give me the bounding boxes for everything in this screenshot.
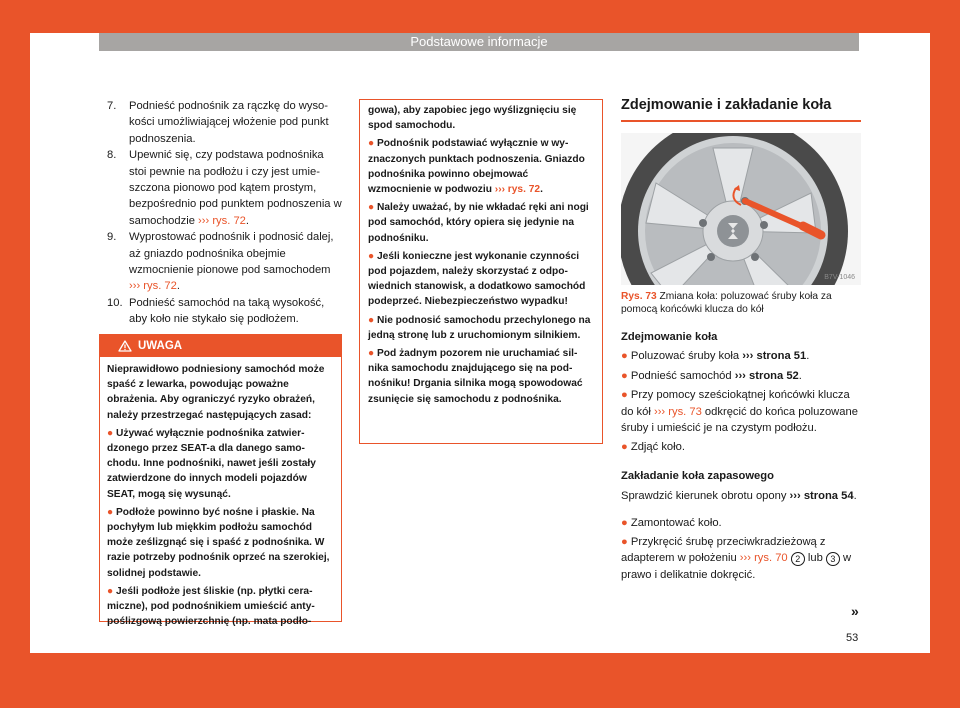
bullet-icon: ●	[107, 585, 114, 597]
continue-icon: »	[851, 603, 859, 619]
warning-header: UWAGA	[100, 335, 341, 357]
bullet-icon: ●	[621, 536, 628, 549]
wheel-figure	[621, 133, 861, 285]
remove-heading: Zdejmowanie koła	[621, 331, 718, 343]
warning-body: Nieprawidłowo podniesiony samochód może spaść z lewarka, powodując poważne obrażenia. Aby ograniczyć ryzyko obrażeń, należy przestrzegać następujących zasad: ● Używać wyłącznie podnośnika zatwierdzonego przez SEAT-a dla danego samochodu. Inne podnośniki, nawet jeśli zostały zatwierdzone do innych modeli pojazdów SEAT, mogą się wysunąć. ● Podłoże powinno być nośne i płaskie. Na pochyłym lub miękkim podłożu samochód może ześlizgnąć się i spaść z podnośnika. W razie potrzeby podnośnik oprzeć na szerokiej, solidnej podstawie. ● Jeśli podłoże jest śliskie (np. płytki ceramiczne), pod podnośnikiem umieścić antypoślizgową powierzchnię (np. mata podło-	[107, 364, 330, 628]
list-item: ● Poluzować śruby koła ››› strona 51.	[621, 350, 810, 363]
bullet-icon: ●	[368, 314, 375, 326]
page-link[interactable]: ››› strona 54	[789, 490, 854, 503]
list-item: ● Zdjąć koło.	[621, 441, 685, 454]
callout-3: 3	[826, 552, 840, 566]
page-link[interactable]: ››› strona 51	[742, 350, 807, 363]
bullet-icon: ●	[621, 369, 628, 382]
page-header: Podstawowe informacje	[99, 33, 859, 51]
list-item: ● Przykręcić śrubę przeciwkradzieżową z adapterem w położeniu ››› rys. 70 2 lub 3 w prawo i delikatnie dokręcić.	[621, 536, 852, 581]
bullet-icon: ●	[107, 506, 114, 518]
page-link[interactable]: ››› strona 52	[734, 369, 799, 382]
bullet-icon: ●	[368, 202, 375, 214]
warning-icon	[118, 340, 132, 352]
list-item: ● Przy pomocy sześciokątnej końcówki klucza do kół ››› rys. 73 odkręcić do końca poluzowane śruby i umieścić je na czystym podłożu.	[621, 389, 858, 435]
wheel-illustration	[621, 133, 861, 285]
section-header	[621, 97, 861, 122]
figure-link[interactable]: ››› rys. 72	[494, 184, 541, 196]
list-item: ● Podnieść samochód ››› strona 52.	[621, 369, 802, 382]
procedure-text: Zdejmowanie koła ● Poluzować śruby koła ››› strona 51. ● Podnieść samochód ››› strona 52. ● Przy pomocy sześciokątnej końcówki klucza do kół ››› rys. 73 odkręcić do końca poluzowane śruby i umieścić je na czystym podłożu. ● Zdjąć koło. Zakładanie koła zapasowego Sprawdzić kierunek obrotu opony ››› strona 54. ● Zamontować koło. ● Przykręcić śrubę przeciwkradzieżową z adapterem w położeniu ››› rys. 70 2 lub 3 w prawo i delikatnie dokręcić.	[621, 329, 861, 583]
bullet-icon: ●	[621, 441, 628, 454]
section-title: Zdejmowanie i zakładanie koła	[621, 97, 832, 113]
section-rule	[621, 120, 861, 122]
figure-link[interactable]: ››› rys. 73	[653, 405, 702, 418]
warning-box	[99, 334, 342, 628]
bullet-icon: ●	[368, 348, 375, 360]
bullet-icon: ●	[621, 516, 628, 529]
list-item: ● Zamontować koło.	[621, 516, 722, 529]
figure-code: B7V-1046	[824, 274, 855, 281]
list-item: 7. Podnieść podnośnik za rączkę do wysokości umożliwiającej włożenie pod punkt podnoszenia.	[107, 100, 329, 145]
bullet-icon: ●	[368, 250, 375, 262]
figure-link[interactable]: ››› rys. 72	[129, 280, 177, 293]
bullet-icon: ●	[621, 350, 628, 363]
list-item: 10. Podnieść samochód na taką wysokość, aby koło nie stykało się podłożem.	[107, 296, 325, 326]
bullet-icon: ●	[368, 138, 375, 150]
mount-heading: Zakładanie koła zapasowego	[621, 469, 774, 482]
bullet-icon: ●	[107, 427, 114, 439]
figure-link[interactable]: ››› rys. 70	[739, 552, 788, 565]
figure-link[interactable]: ››› rys. 72	[198, 214, 246, 227]
steps-list	[107, 98, 342, 328]
list-item: 8. Upewnić się, czy podstawa podnośnika stoi pewnie na podłożu i czy jest umieszczona pionowo pod kątem prostym, bezpośrednio pod punktem podnoszenia w samochodzie ››› rys. 72.	[107, 149, 342, 227]
list-item: 9. Wyprostować podnośnik i podnosić dalej, aż gniazdo podnośnika obejmie wzmocnienie pionowe pod samochodem ››› rys. 72.	[107, 231, 334, 293]
warning-continued: gowa), aby zapobiec jego wyślizgnięciu się spod samochodu. ● Podnośnik podstawiać wyłącznie w wyznaczonych punktach podnoszenia. Gniazdo podnośnika powinno obejmować wzmocnienie w podwoziu ››› rys. 72. ● Należy uważać, by nie wkładać ręki ani nogi pod samochód, który opiera się jedynie na podnośniku. ● Jeśli konieczne jest wykonanie czynności pod pojazdem, należy skorzystać z odpowiednich stanowisk, a dodatkowo samochód podeprzeć. Niebezpieczeństwo wypadku! ● Nie podnosić samochodu przechylonego na jedną stronę lub z uruchomionym silnikiem. ● Pod żadnym pozorem nie uruchamiać silnika samochodu znajdującego się na podnośniku! Drgania silnika mogą spowodować zsunięcie się samochodu z podnośnika.	[359, 99, 603, 444]
page-number: 53	[846, 632, 859, 644]
callout-2: 2	[791, 552, 805, 566]
figure-caption: Rys. 73 Zmiana koła: poluzować śruby koła za pomocą końcówki klucza do kół	[621, 291, 832, 315]
bullet-icon: ●	[621, 389, 628, 402]
